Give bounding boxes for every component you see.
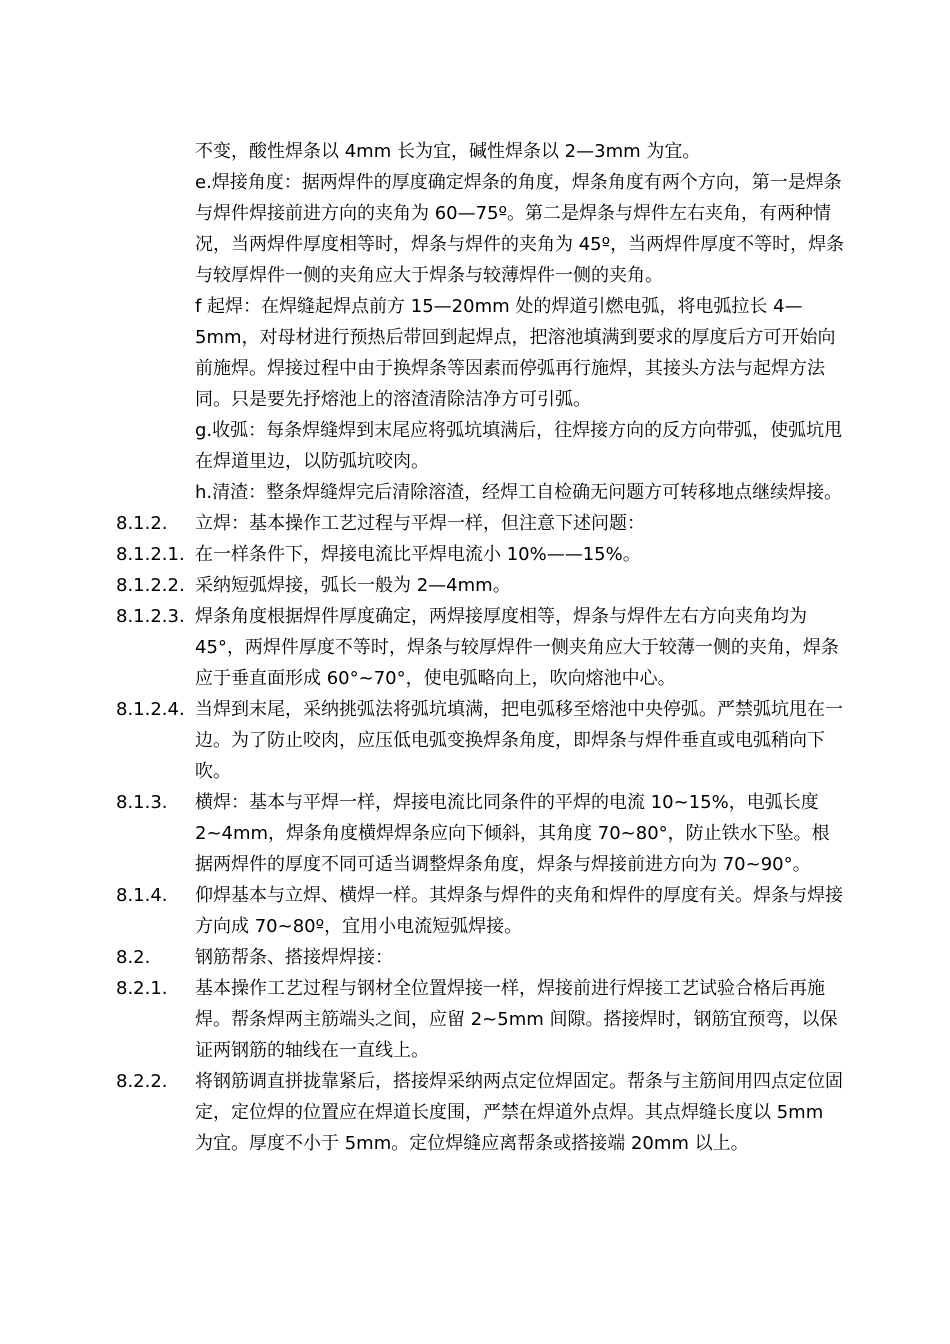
item-number: 8.2. xyxy=(116,947,151,968)
item-text: 焊条角度根据焊件厚度确定，两焊接厚度相等，焊条与焊件左右方向夹角均为 45°，两焊件厚度不等时，焊条与较厚焊件一侧夹角应大于较薄一侧的夹角，焊条应于垂直面形成 60°~70°，使电弧略向上，吹向熔池中心。 xyxy=(195,606,839,689)
item-number: 8.2.2. xyxy=(116,1071,168,1092)
list-item xyxy=(116,601,846,694)
item-text: 立焊：基本操作工艺过程与平焊一样，但注意下述问题： xyxy=(195,513,645,534)
item-text: 采纳短弧焊接，弧长一般为 2—4mm。 xyxy=(195,575,511,596)
item-number: 8.1.4. xyxy=(116,885,168,906)
list-item xyxy=(116,1066,846,1159)
item-number: 8.1.3. xyxy=(116,792,168,813)
item-text: 仰焊基本与立焊、横焊一样。其焊条与焊件的夹角和焊件的厚度有关。焊条与焊接方向成 70~80º，宜用小电流短弧焊接。 xyxy=(195,885,843,937)
paragraph-text: e.焊接角度：据两焊件的厚度确定焊条的角度，焊条角度有两个方向，第一是焊条与焊件焊接前进方向的夹角为 60—75º。第二是焊条与焊件左右夹角，有两种情况，当两焊件厚度相等时，焊条与焊件的夹角为 45º，当两焊件厚度不等时，焊条与较厚焊件一侧的夹角应大于焊条与较薄焊件一侧的夹角。 xyxy=(195,172,845,286)
item-text: 钢筋帮条、搭接焊焊接： xyxy=(195,947,393,968)
item-number: 8.1.2.2. xyxy=(116,575,185,596)
item-text: 基本操作工艺过程与钢材全位置焊接一样，焊接前进行焊接工艺试验合格后再施焊。帮条焊两主筋端头之间，应留 2~5mm 间隙。搭接焊时，钢筋宜预弯，以保证两钢筋的轴线在一直线上。 xyxy=(195,978,838,1061)
paragraph-text: h.清渣：整条焊缝焊完后清除溶渣，经焊工自检确无问题方可转移地点继续焊接。 xyxy=(195,482,843,503)
document-body xyxy=(116,136,846,1159)
list-item xyxy=(116,787,846,880)
paragraph xyxy=(116,291,846,415)
item-number: 8.1.2.3. xyxy=(116,606,185,627)
paragraph xyxy=(116,415,846,477)
paragraph xyxy=(116,136,846,167)
item-text: 在一样条件下，焊接电流比平焊电流小 10%——15%。 xyxy=(195,544,641,565)
item-text: 将钢筋调直拼拢靠紧后，搭接焊采纳两点定位焊固定。帮条与主筋间用四点定位固定，定位焊的位置应在焊道长度围，严禁在焊道外点焊。其点焊缝长度以 5mm 为宜。厚度不小于 5mm。定位焊缝应离帮条或搭接端 20mm 以上。 xyxy=(195,1071,843,1154)
paragraph xyxy=(116,477,846,508)
list-item xyxy=(116,694,846,787)
item-number: 8.1.2.4. xyxy=(116,699,185,720)
item-text: 当焊到末尾，采纳挑弧法将弧坑填满，把电弧移至熔池中央停弧。严禁弧坑甩在一边。为了防止咬肉，应压低电弧变换焊条角度，即焊条与焊件垂直或电弧稍向下吹。 xyxy=(195,699,843,782)
list-item xyxy=(116,570,846,601)
paragraph-text: 不变，酸性焊条以 4mm 长为宜，碱性焊条以 2—3mm 为宜。 xyxy=(195,141,701,162)
item-text: 横焊：基本与平焊一样，焊接电流比同条件的平焊的电流 10~15%，电弧长度 2~4mm，焊条角度横焊焊条应向下倾斜，其角度 70~80°，防止铁水下坠。根据两焊件的厚度不同可适当调整焊条角度，焊条与焊接前进方向为 70~90°。 xyxy=(195,792,830,875)
list-item xyxy=(116,942,846,973)
list-item xyxy=(116,539,846,570)
paragraph xyxy=(116,167,846,291)
list-item xyxy=(116,880,846,942)
paragraph-text: f 起焊：在焊缝起焊点前方 15—20mm 处的焊道引燃电弧，将电弧拉长 4—5mm，对母材进行预热后带回到起焊点，把溶池填满到要求的厚度后方可开始向前施焊。焊接过程中由于换焊条等因素而停弧再行施焊，其接头方法与起焊方法同。只是要先抒熔池上的溶渣清除洁净方可引弧。 xyxy=(195,296,836,410)
item-number: 8.1.2. xyxy=(116,513,168,534)
item-number: 8.1.2.1. xyxy=(116,544,185,565)
item-number: 8.2.1. xyxy=(116,978,168,999)
list-item xyxy=(116,973,846,1066)
paragraph-text: g.收弧：每条焊缝焊到末尾应将弧坑填满后，往焊接方向的反方向带弧，使弧坑甩在焊道里边，以防弧坑咬肉。 xyxy=(195,420,843,472)
list-item xyxy=(116,508,846,539)
